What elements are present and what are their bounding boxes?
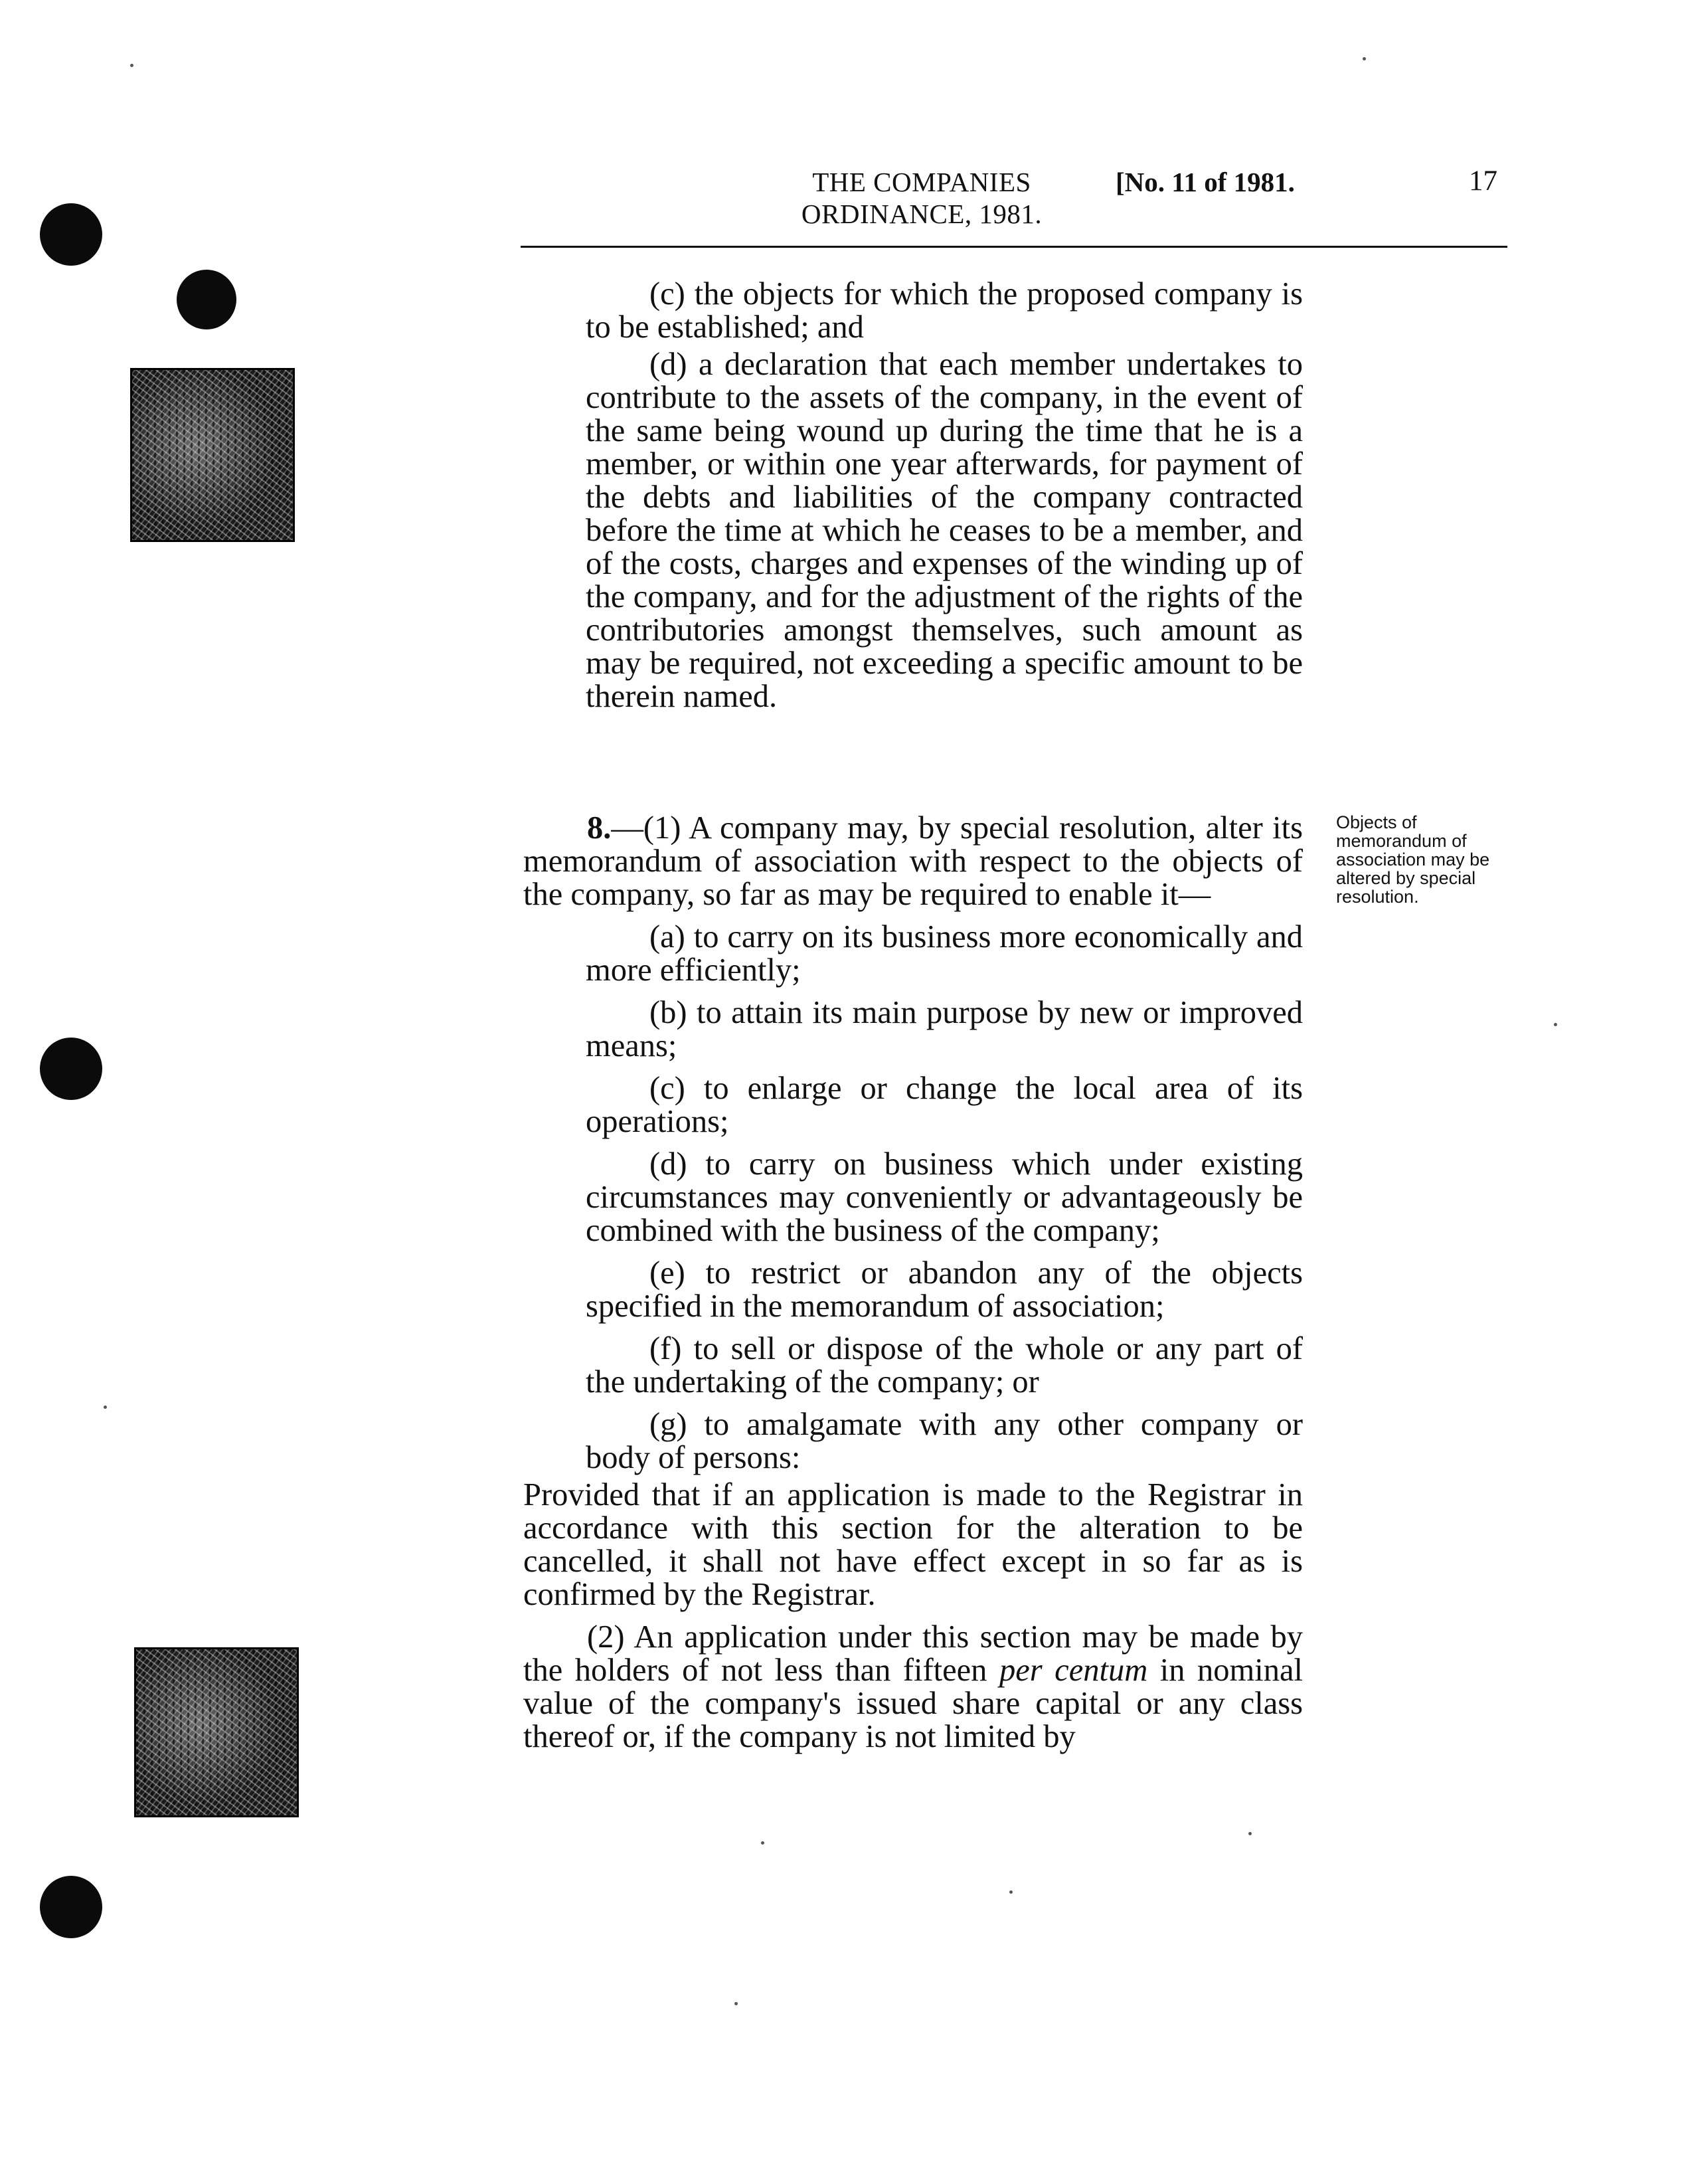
scan-speck bbox=[761, 1841, 764, 1845]
scan-speck bbox=[1554, 1023, 1557, 1026]
item-d: (d) a declaration that each member undertakes to contribute to the assets of the company, in the event of the same being wound up during the time that he is a member, or within one year afterwards, for payment of the debts and liabilities of the company contracted before the time at which he ceases to be a member, and of the costs, charges and expenses of the winding up of the company, and for the adjustment of the rights of the contributories amongst themselves, such amount as may be required, not exceeding a specific amount to be therein named. bbox=[586, 347, 1303, 714]
punch-hole bbox=[40, 1876, 102, 1938]
subsection-2-text: (2) An application under this section may be made by the holders of not less than fifteen bbox=[523, 1619, 1303, 1688]
page-number: 17 bbox=[1469, 165, 1497, 197]
list-item: (b) to attain its main purpose by new or improved means; bbox=[586, 995, 1303, 1063]
list-item: (a) to carry on its business more economically and more efficiently; bbox=[586, 919, 1303, 988]
scan-speck bbox=[1363, 57, 1366, 60]
scan-speck bbox=[130, 64, 133, 67]
subsection-2-text-cont: in nominal value of the company's issued share capital or any class thereof or, if the company is not limited by bbox=[523, 1653, 1303, 1754]
subsection-2 bbox=[523, 1621, 1303, 1754]
header-title-line2: ORDINANCE, 1981. bbox=[801, 199, 1043, 229]
header-title-line1: THE COMPANIES bbox=[812, 167, 1031, 197]
scan-blot bbox=[177, 270, 236, 329]
section-number: 8. bbox=[587, 810, 612, 846]
proviso: Provided that if an application is made to the Registrar in accordance with this section for the alteration to be cancelled, it shall not have effect except in so far as is confirmed by the Registrar. bbox=[523, 1477, 1303, 1612]
header-ordinance-number: [No. 11 of 1981. bbox=[1116, 167, 1295, 197]
list-item: (f) to sell or dispose of the whole or any part of the undertaking of the company; or bbox=[586, 1331, 1303, 1400]
scan-speck bbox=[104, 1406, 107, 1409]
subsection-2-italic: per centum bbox=[999, 1653, 1148, 1688]
punch-hole bbox=[40, 1038, 102, 1100]
item-c: (c) the objects for which the proposed company is to be established; and bbox=[586, 276, 1303, 345]
marginal-note: Objects of memorandum of association may be altered by special resolution. bbox=[1336, 812, 1490, 907]
list-item: (c) to enlarge or change the local area of its operations; bbox=[586, 1071, 1303, 1139]
scan-noise-patch bbox=[130, 368, 295, 542]
punch-hole bbox=[40, 203, 102, 266]
header-rule bbox=[521, 246, 1507, 248]
list-item: (e) to restrict or abandon any of the objects specified in the memorandum of association; bbox=[586, 1255, 1303, 1324]
scan-speck bbox=[1248, 1832, 1252, 1835]
scan-noise-patch bbox=[134, 1647, 299, 1817]
section-8 bbox=[523, 812, 1303, 1754]
section-8-lead-in-text: —(1) A company may, by special resolution, alter its memorandum of association with respect to the objects of the company, so far as may be required to enable it— bbox=[523, 810, 1303, 912]
section-8-lead-in bbox=[523, 812, 1303, 911]
list-item: (g) to amalgamate with any other company or body of persons: bbox=[586, 1407, 1303, 1475]
running-header-title bbox=[776, 166, 1068, 230]
list-item: (d) to carry on business which under existing circumstances may conveniently or advantageously be combined with the business of the company; bbox=[586, 1146, 1303, 1248]
scan-speck bbox=[734, 2002, 738, 2005]
scan-speck bbox=[1009, 1890, 1013, 1894]
continued-items bbox=[586, 278, 1303, 713]
